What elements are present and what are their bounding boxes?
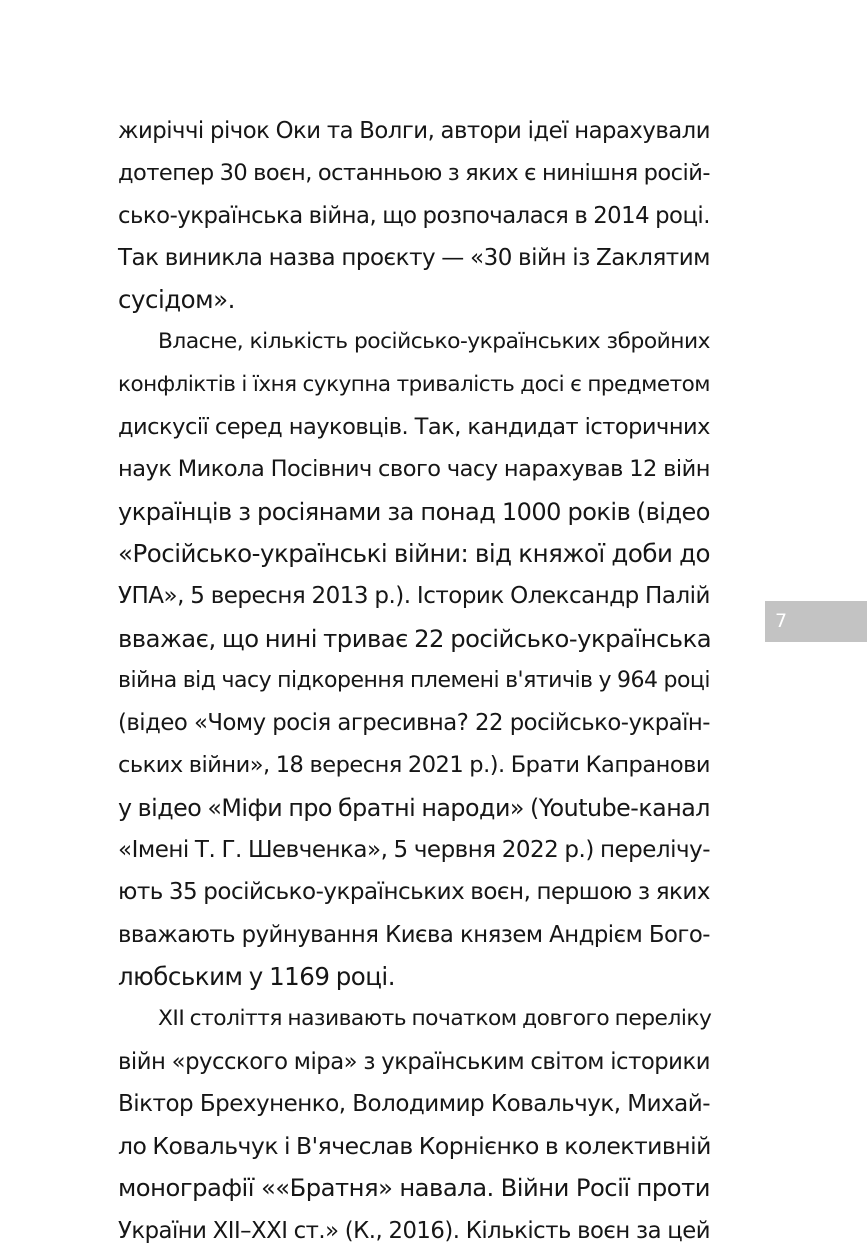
text-line: ло Ковальчук і В'ячеслав Корнієнко в колективній <box>118 1132 711 1161</box>
text-line: ють 35 російсько-українських воєн, першою з яких <box>118 879 710 906</box>
text-line: українців з росіянами за понад 1000 років (відео <box>118 497 710 526</box>
page-number-tab <box>765 601 867 642</box>
text-line: жиріччі річок Оки та Волги, автори ідеї нарахували <box>118 118 710 144</box>
text-line: вважають руйнування Києва князем Андрієм Бого- <box>118 921 710 948</box>
text-line: вважає, що нині триває 22 російсько-українська <box>118 623 712 653</box>
text-line: ських війни», 18 вересня 2021 р.). Брати Капранови <box>118 752 710 779</box>
text-line: УПА», 5 вересня 2013 р.). Історик Олександр Палій <box>118 583 710 610</box>
text-line: любським у 1169 році. <box>118 961 396 991</box>
text-line: Віктор Брехуненко, Володимир Ковальчук, Михай- <box>118 1090 710 1117</box>
page-body-text <box>118 110 710 1252</box>
text-line: (відео «Чому росія агресивна? 22 російсько-україн- <box>118 710 710 737</box>
text-line: «Імені Т. Г. Шевченка», 5 червня 2022 р.) перелічу- <box>118 837 710 864</box>
page-number: 7 <box>775 610 788 632</box>
text-line: монографії ««Братня» навала. Війни Росії проти <box>118 1173 710 1203</box>
text-line: «Російсько-українські війни: від княжої доби до <box>118 538 710 568</box>
text-line: Так виникла назва проєкту — «30 війн із Zаклятим <box>118 244 710 271</box>
text-line: Власне, кількість російсько-українських збройних <box>158 329 710 355</box>
text-line: наук Микола Посівнич свого часу нарахував 12 війн <box>118 456 710 483</box>
text-line: конфліктів і їхня сукупна тривалість досі є предметом <box>118 371 710 397</box>
text-line: дотепер 30 воєн, останньою з яких є нинішня росій- <box>118 160 710 187</box>
text-line: XII століття називають початком довгого переліку <box>158 1006 712 1032</box>
text-line: України XII–XXI ст.» (К., 2016). Кількість воєн за цей <box>118 1217 710 1244</box>
text-line: війна від часу підкорення племені в'ятичів у 964 році <box>118 667 710 693</box>
text-line: війн «русского міра» з українським світом історики <box>118 1048 710 1075</box>
text-line: дискусії серед науковців. Так, кандидат історичних <box>118 414 710 441</box>
text-line: сько-українська війна, що розпочалася в 2014 році. <box>118 202 710 229</box>
text-line: у відео «Міфи про братні народи» (Youtube-канал <box>118 793 710 822</box>
text-line: сусідом». <box>118 285 235 315</box>
